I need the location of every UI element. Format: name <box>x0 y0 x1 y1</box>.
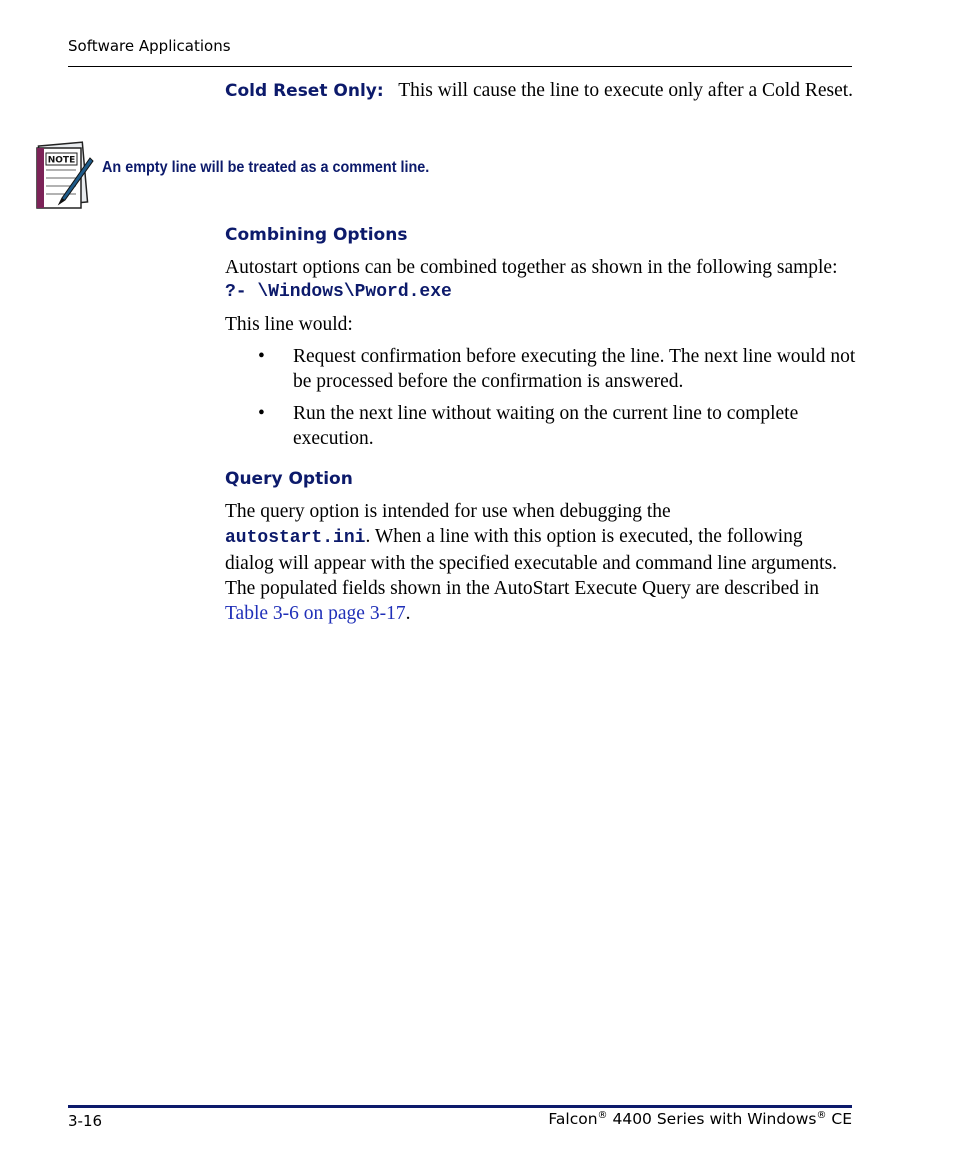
bullet-symbol: • <box>258 403 265 424</box>
header-rule <box>68 66 852 67</box>
list-item-text: Run the next line without waiting on the current line to complete execution. <box>293 403 799 449</box>
sample-code: ?- \Windows\Pword.exe <box>225 282 452 302</box>
cold-reset-label: Cold Reset Only: <box>225 81 384 101</box>
registered-mark: ® <box>816 1110 827 1121</box>
note-icon-label: NOTE <box>47 155 76 166</box>
this-line-text: This line would: <box>225 314 353 335</box>
table-3-6-link[interactable]: Table 3-6 on page 3-17 <box>225 603 406 624</box>
list-item <box>258 344 858 394</box>
bullet-symbol: • <box>258 346 265 367</box>
query-text-end: . <box>405 603 411 624</box>
footer-product-os: CE <box>826 1110 852 1129</box>
footer-product-series: 4400 Series with Windows <box>607 1110 817 1129</box>
registered-mark: ® <box>597 1110 608 1121</box>
query-option-paragraph <box>225 499 855 626</box>
list-item <box>258 401 858 451</box>
query-text-2: . When a line with this option is executed, the following dialog will appear with the specified executable and command line arguments. The populated fields shown in the AutoStart Execute Query are described in <box>225 526 838 599</box>
list-item-text: Request confirmation before executing the line. The next line would not be processed before the confirmation is answered. <box>293 346 856 392</box>
combining-intro-paragraph <box>225 255 855 305</box>
cold-reset-text: This will cause the line to execute only after a Cold Reset. <box>398 80 854 101</box>
bullet-list-1 <box>258 344 858 394</box>
note-icon <box>32 140 100 210</box>
running-header: Software Applications <box>68 37 231 55</box>
bullet-list-2 <box>258 401 858 451</box>
query-text-1: The query option is intended for use when debugging the <box>225 501 671 522</box>
query-option-heading: Query Option <box>225 469 353 489</box>
page-number: 3-16 <box>68 1112 103 1130</box>
combining-intro-text: Autostart options can be combined together as shown in the following sample: <box>225 257 838 278</box>
footer-rule <box>68 1105 852 1108</box>
combining-options-heading: Combining Options <box>225 225 408 245</box>
note-text: An empty line will be treated as a comment line. <box>102 159 430 176</box>
footer-product-title <box>548 1110 852 1128</box>
footer-product-name: Falcon <box>548 1110 598 1129</box>
autostart-ini-code: autostart.ini <box>225 528 366 548</box>
cold-reset-paragraph <box>225 78 855 104</box>
